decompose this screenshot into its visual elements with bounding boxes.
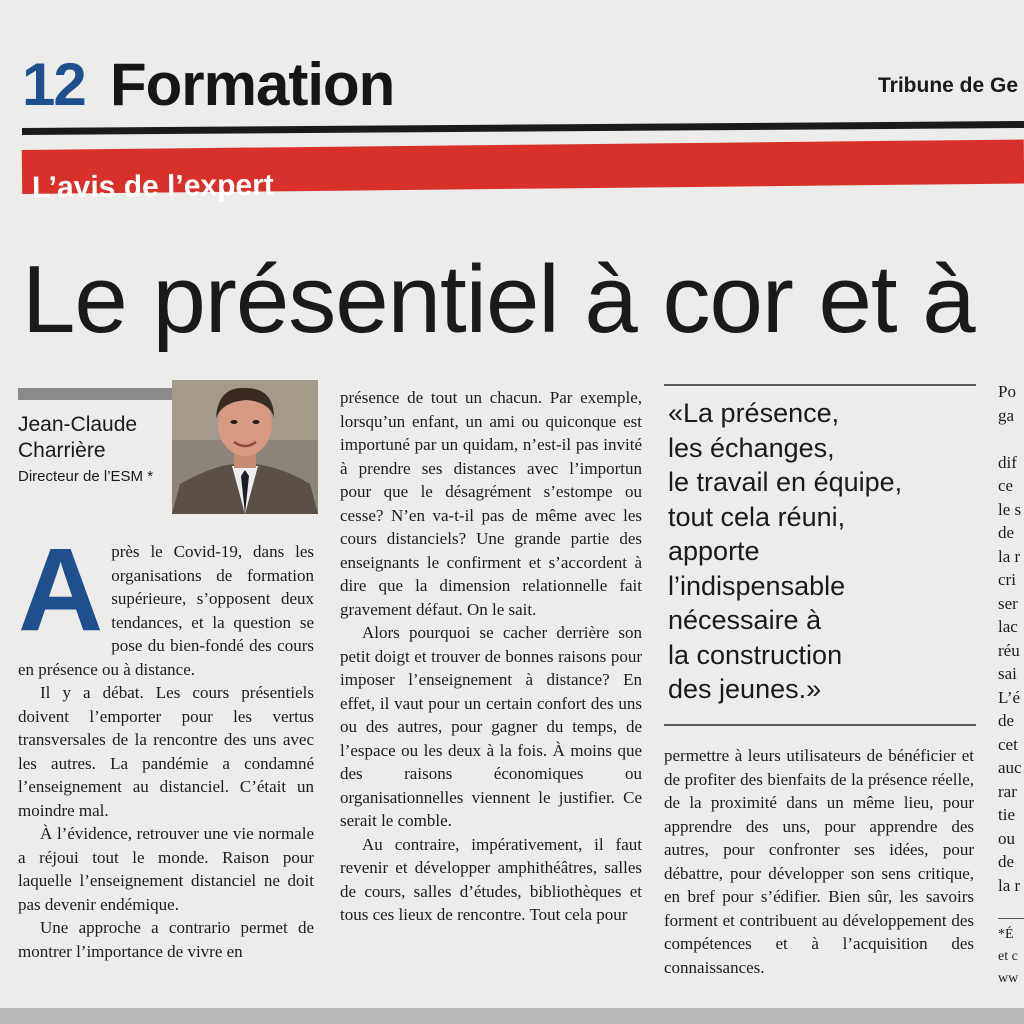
- fragment-line: cri: [998, 570, 1016, 589]
- fragment-line: la r: [998, 546, 1021, 566]
- pull-quote-line: des jeunes.»: [668, 674, 822, 704]
- pull-quote-line: apporte: [668, 536, 760, 566]
- pull-quote-line: les échanges,: [668, 432, 835, 463]
- pull-quote-line: «La présence,: [668, 398, 840, 428]
- pull-quote-rule-bottom: [664, 724, 976, 726]
- fragment-line: sai: [998, 664, 1017, 683]
- headline: Le présentiel à cor et à: [22, 246, 975, 353]
- fragment-line: L’é: [998, 687, 1021, 707]
- page-bottom-edge: [0, 1008, 1024, 1024]
- fragment-line: auc: [998, 758, 1022, 777]
- article-paragraph: Alors pourquoi se cacher derrière son petit doigt et trouver de bonnes raisons pour imposer l’enseignement à distance? En effet, il vaut pour un certain confort des uns ou des autres, pour gagner du temps, de l’espace ou les deux à la fois. À moins que des raisons économiques ou organisationnelles viennent le justifier. Ce serait le comble.: [340, 623, 642, 830]
- footnote-line: ww: [998, 971, 1019, 986]
- fragment-line: dif: [998, 452, 1017, 472]
- fragment-line: tie: [998, 805, 1015, 824]
- fragment-line: Po: [998, 382, 1016, 401]
- footnote-line: *É: [998, 927, 1014, 942]
- article-paragraph: À l’évidence, retrouver une vie normale a réjoui tout le monde. Raison pour laquelle l’enseignement distanciel ne doit pas devenir endémique.: [18, 824, 314, 914]
- pull-quote-line: l’indispensable: [668, 570, 846, 601]
- kicker-label: L’avis de l’expert: [31, 168, 274, 205]
- article-paragraph: Il y a débat. Les cours présentiels doivent l’emporter pour les vertus transversales de la rencontre des uns avec les autres. La pandémie a condamné l’enseignement au distanciel. C’était un moindre mal.: [18, 683, 314, 820]
- fragment-line: de: [998, 711, 1015, 730]
- footnote-rule: [998, 918, 1024, 919]
- article-paragraph: [18, 524, 314, 681]
- article-paragraph: Au contraire, impérativement, il faut revenir et développer amphithéâtres, salles de cours, salles d’études, bibliothèques et tous ces lieux de rencontre. Tout cela pour: [340, 834, 642, 924]
- footnote-line: et c: [998, 949, 1018, 964]
- article-paragraph: permettre à leurs utilisateurs de bénéficier et de profiter des bienfaits de la présence réelle, de la proximité dans un même lieu, pour apprendre des uns, pour apprendre des autres, pour confronter ses idées, pour débattre, pour développer son sens critique, en bref pour s’édifier. Bien sûr, les savoirs forment et contribuent au développement des compétences et à l’acquisition des connaissances.: [664, 746, 974, 977]
- author-role: Directeur de l’ESM *: [18, 468, 154, 485]
- article-column-1: [18, 524, 314, 963]
- article-column-3: [664, 744, 974, 979]
- paragraph-text: près le Covid-19, dans les organisations de formation supérieure, s’opposent deux tendances, et la question se pose du bien-fondé des cours en présence ou à distance.: [18, 542, 314, 679]
- fragment-line: ce: [998, 476, 1014, 495]
- pull-quote: [668, 396, 978, 707]
- fragment-line: [998, 427, 1022, 451]
- article-paragraph: Une approche a contrario permet de montrer l’importance de vivre en: [18, 918, 314, 961]
- fragment-line: rar: [998, 781, 1017, 801]
- author-portrait: [172, 380, 318, 514]
- fragment-line: ga: [998, 405, 1015, 425]
- drop-cap: A: [18, 524, 104, 656]
- fragment-line: le s: [998, 499, 1022, 519]
- fragment-line: réu: [998, 640, 1020, 660]
- author-name: Jean-Claude Charrière: [18, 413, 138, 462]
- pull-quote-rule-top: [664, 384, 976, 386]
- pull-quote-line: le travail en équipe,: [668, 467, 903, 497]
- page-number: 12: [22, 51, 85, 118]
- pull-quote-line: la construction: [668, 639, 843, 670]
- masthead-rule: [22, 121, 1024, 135]
- article-column-5-fragment: [998, 380, 1022, 897]
- pull-quote-line: tout cela réuni,: [668, 501, 846, 532]
- fragment-line: de: [998, 852, 1015, 871]
- section-title: Formation: [110, 51, 395, 118]
- footnote-fragment: [998, 924, 1018, 990]
- pull-quote-line: nécessaire à: [668, 605, 822, 635]
- article-paragraph: présence de tout un chacun. Par exemple, lorsqu’un enfant, un ami ou quiconque est importuné par un quidam, n’est-il pas invité à prendre ses distances avec l’importun pour que le désagrément s’estompe ou cesse? N’en va-t-il pas de même avec les cours distanciels? Une grande partie des enseignants le confirment et s’accordent à dire que la dimension relationnelle fait gravement défaut. On le sait.: [340, 388, 642, 619]
- fragment-line: de: [998, 523, 1015, 542]
- fragment-line: cet: [998, 734, 1018, 754]
- fragment-line: lac: [998, 617, 1018, 636]
- fragment-line: ser: [998, 593, 1018, 613]
- fragment-line: la r: [998, 875, 1021, 895]
- article-column-2: [340, 386, 642, 927]
- newspaper-name: Tribune de Ge: [878, 74, 1019, 97]
- fragment-line: ou: [998, 828, 1015, 848]
